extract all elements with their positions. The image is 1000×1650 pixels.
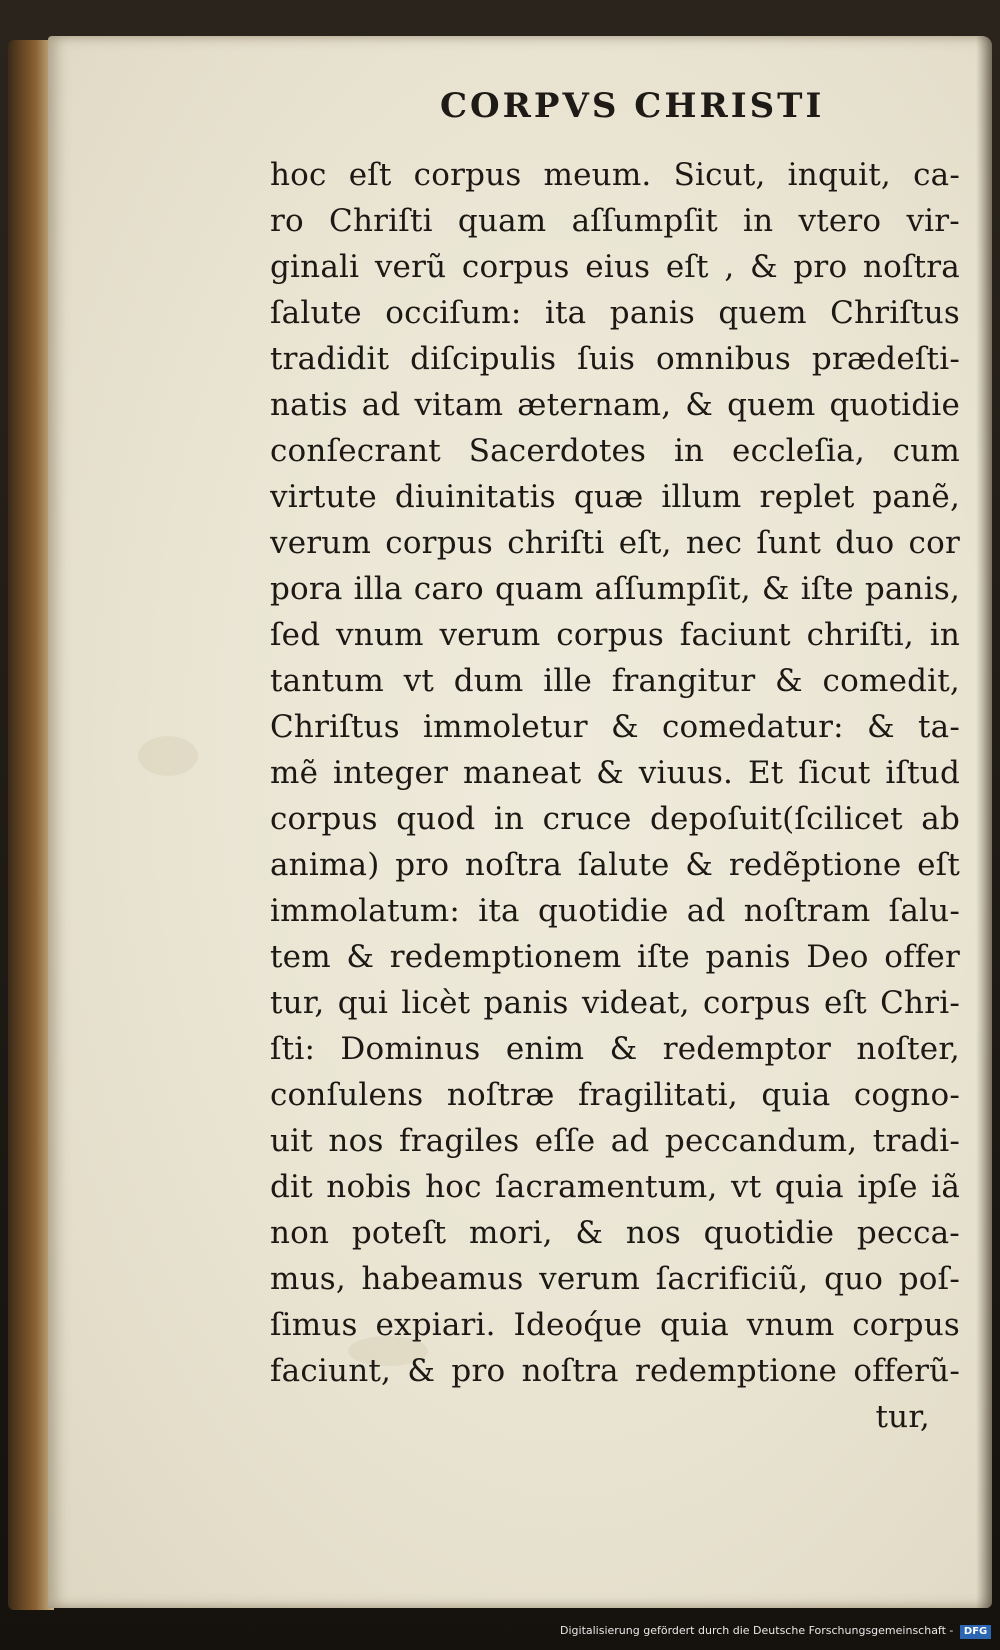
page-stain — [138, 736, 198, 776]
text-line: tem & redemptionem iſte panis Deo offer — [270, 939, 960, 975]
text-line: natis ad vitam æternam, & quem quotidie — [270, 387, 960, 423]
text-line: conſulens noſtræ fragilitati, quia cogno- — [270, 1077, 960, 1113]
text-line: ſalute occiſum: ita panis quem Chriſtus — [270, 295, 960, 331]
text-line: dit nobis hoc ſacramentum, vt quia ipſe iã — [270, 1169, 960, 1205]
text-line: pora illa caro quam aſſumpſit, & iſte panis, — [270, 571, 960, 607]
text-line: non poteſt mori, & nos quotidie pecca- — [270, 1215, 960, 1251]
text-line: hoc eſt corpus meum. Sicut, inquit, ca- — [270, 157, 960, 193]
page-gutter-shadow — [976, 36, 992, 1608]
digitization-credit — [560, 1624, 991, 1639]
text-line: ro Chriſti quam aſſumpſit in vtero vir- — [270, 203, 960, 239]
text-line: Chriſtus immoletur & comedatur: & ta- — [270, 709, 960, 745]
text-line: corpus quod in cruce depoſuit(ſcilicet ab — [270, 801, 960, 837]
text-line: conſecrant Sacerdotes in eccleſia, cum — [270, 433, 960, 469]
text-line: tur, qui licèt panis videat, corpus eſt Chri- — [270, 985, 960, 1021]
credit-text: Digitalisierung gefördert durch die Deutsche Forschungsgemeinschaft - — [560, 1624, 954, 1637]
dfg-logo: DFG — [960, 1625, 991, 1639]
text-block — [270, 152, 960, 1440]
running-header: CORPVS CHRISTI — [440, 86, 825, 126]
text-line: ſed vnum verum corpus faciunt chriſti, in — [270, 617, 960, 653]
catchword: tur, — [875, 1399, 930, 1435]
text-line: ſimus expiari. Ideoq́ue quia vnum corpus — [270, 1307, 960, 1343]
text-line: ſti: Dominus enim & redemptor noſter, — [270, 1031, 960, 1067]
text-line: anima) pro noſtra ſalute & redẽptione eſt — [270, 847, 960, 883]
text-line: faciunt, & pro noſtra redemptione offerũ- — [270, 1353, 960, 1389]
text-line: ginali verũ corpus eius eſt , & pro noſtra — [270, 249, 960, 285]
text-line: uit nos fragiles eſſe ad peccandum, tradi- — [270, 1123, 960, 1159]
text-line: mus, habeamus verum ſacrificiũ, quo poſ- — [270, 1261, 960, 1297]
text-line: mẽ integer maneat & viuus. Et ſicut iſtud — [270, 755, 960, 791]
text-line: tantum vt dum ille frangitur & comedit, — [270, 663, 960, 699]
text-line: immolatum: ita quotidie ad noſtram ſalu- — [270, 893, 960, 929]
text-line: verum corpus chriſti eſt, nec ſunt duo cor — [270, 525, 960, 561]
text-line: tradidit diſcipulis ſuis omnibus prædeſti- — [270, 341, 960, 377]
text-line: virtute diuinitatis quæ illum replet panẽ, — [270, 479, 960, 515]
